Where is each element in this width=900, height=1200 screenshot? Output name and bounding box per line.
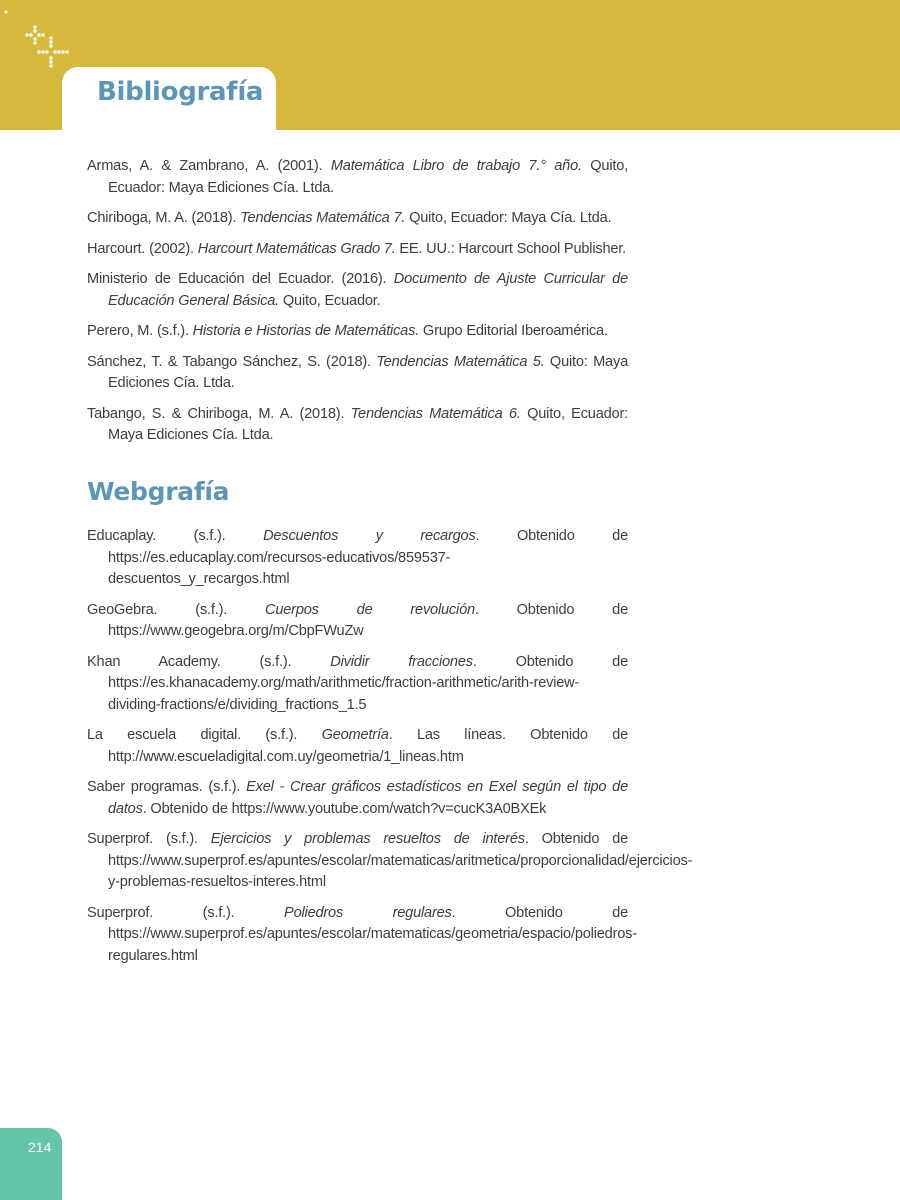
webgrafia-entry xyxy=(87,829,693,894)
entry-publisher: . Obtenido de https://es.educaplay.com/recursos-educativos/859537-descuentos_y_recargos.html xyxy=(108,528,629,587)
bibliography-entry xyxy=(87,269,628,312)
entry-author: Superprof. (s.f.). xyxy=(87,904,285,921)
bibliography-entry xyxy=(87,239,628,261)
entry-publisher: Quito, Ecuador: Maya Cía. Ltda. xyxy=(405,210,612,226)
entry-publisher: . Obtenido de https://www.geogebra.org/m/CbpFWuZw xyxy=(108,601,628,639)
entry-publisher: Quito: Maya Ediciones Cía. Ltda. xyxy=(108,353,628,391)
entry-title: Harcourt Matemáticas Grado 7. xyxy=(197,240,396,257)
bibliography-entry xyxy=(87,208,628,230)
entry-title: Ejercicios y problemas resueltos de interés xyxy=(210,831,525,847)
page-title: Bibliografía xyxy=(97,77,264,107)
entry-publisher: Quito, Ecuador: Maya Ediciones Cía. Ltda. xyxy=(108,158,629,196)
webgrafia-entry xyxy=(87,600,628,643)
entry-author: La escuela digital. (s.f.). xyxy=(87,727,322,743)
entry-author: GeoGebra. (s.f.). xyxy=(87,601,266,618)
entry-author: Ministerio de Educación del Ecuador. (2016). xyxy=(87,271,394,287)
webgrafia-entry xyxy=(87,526,628,591)
webgrafia-entry xyxy=(87,903,637,968)
entry-title: Cuerpos de revolución xyxy=(265,601,475,618)
webgrafia-entry xyxy=(87,725,628,768)
entry-author: Perero, M. (s.f.). xyxy=(87,323,193,339)
entry-author: Armas, A. & Zambrano, A. (2001). xyxy=(87,158,331,174)
entry-title: Historia e Historias de Matemáticas. xyxy=(192,323,420,339)
entry-author: Chiriboga, M. A. (2018). xyxy=(87,210,241,226)
entry-publisher: . Obtenido de https://www.superprof.es/apuntes/escolar/matematicas/aritmetica/proporcionalidad/ejercicios-y-problemas-resueltos-interes.html xyxy=(108,831,693,890)
entry-author: Superprof. (s.f.). xyxy=(87,831,211,847)
bibliography-entry xyxy=(87,156,628,199)
entry-title: Poliedros regulares xyxy=(284,904,452,921)
bibliography-list xyxy=(87,156,628,456)
bibliography-entry xyxy=(87,404,628,447)
entry-publisher: Grupo Editorial Iberoamérica. xyxy=(419,323,608,339)
entry-author: Educaplay. (s.f.). xyxy=(87,528,264,544)
entry-title: Geometría xyxy=(321,727,389,743)
entry-author: Khan Academy. (s.f.). xyxy=(87,653,331,670)
entry-author: Saber programas. (s.f.). xyxy=(87,779,247,795)
entry-author: Sánchez, T. & Tabango Sánchez, S. (2018). xyxy=(87,353,377,370)
entry-title: Tendencias Matemática 7. xyxy=(240,210,406,226)
entry-title: Exel - Crear gráficos estadísticos en Exel según el tipo de datos xyxy=(108,779,629,817)
dot-cross-pattern-icon xyxy=(0,0,80,80)
bibliography-entry xyxy=(87,321,628,343)
page-number: 214 xyxy=(28,1139,52,1155)
entry-title: Descuentos y recargos xyxy=(263,528,476,544)
entry-publisher: . Obtenido de https://www.superprof.es/apuntes/escolar/matematicas/geometria/espacio/poliedros-regulares.html xyxy=(108,904,637,964)
entry-publisher: Quito, Ecuador: Maya Ediciones Cía. Ltda. xyxy=(108,405,628,443)
entry-title: Tendencias Matemática 6. xyxy=(350,405,521,422)
entry-title: Tendencias Matemática 5. xyxy=(376,353,545,370)
entry-publisher: . Obtenido de https://es.khanacademy.org/math/arithmetic/fraction-arithmetic/arith-review-dividing-fractions/e/dividing_fractions_1.5 xyxy=(108,653,628,713)
entry-publisher: EE. UU.: Harcourt School Publisher. xyxy=(395,240,627,257)
webgrafia-entry xyxy=(87,652,628,717)
entry-title: Dividir fracciones xyxy=(330,653,473,670)
bibliography-entry xyxy=(87,352,628,395)
webgrafia-list xyxy=(87,526,693,976)
entry-publisher: . Las líneas. Obtenido de http://www.escueladigital.com.uy/geometria/1_lineas.htm xyxy=(108,727,628,765)
entry-author: Tabango, S. & Chiriboga, M. A. (2018). xyxy=(87,405,351,422)
entry-author: Harcourt. (2002). xyxy=(87,240,198,257)
entry-title: Documento de Ajuste Curricular de Educación General Básica. xyxy=(108,271,628,309)
entry-publisher: Quito, Ecuador. xyxy=(279,292,381,309)
entry-publisher: . Obtenido de https://www.youtube.com/watch?v=cucK3A0BXEk xyxy=(142,800,547,817)
webgrafia-entry xyxy=(87,777,628,820)
entry-title: Matemática Libro de trabajo 7.° año. xyxy=(330,158,582,174)
webgrafia-title: Webgrafía xyxy=(87,477,230,506)
